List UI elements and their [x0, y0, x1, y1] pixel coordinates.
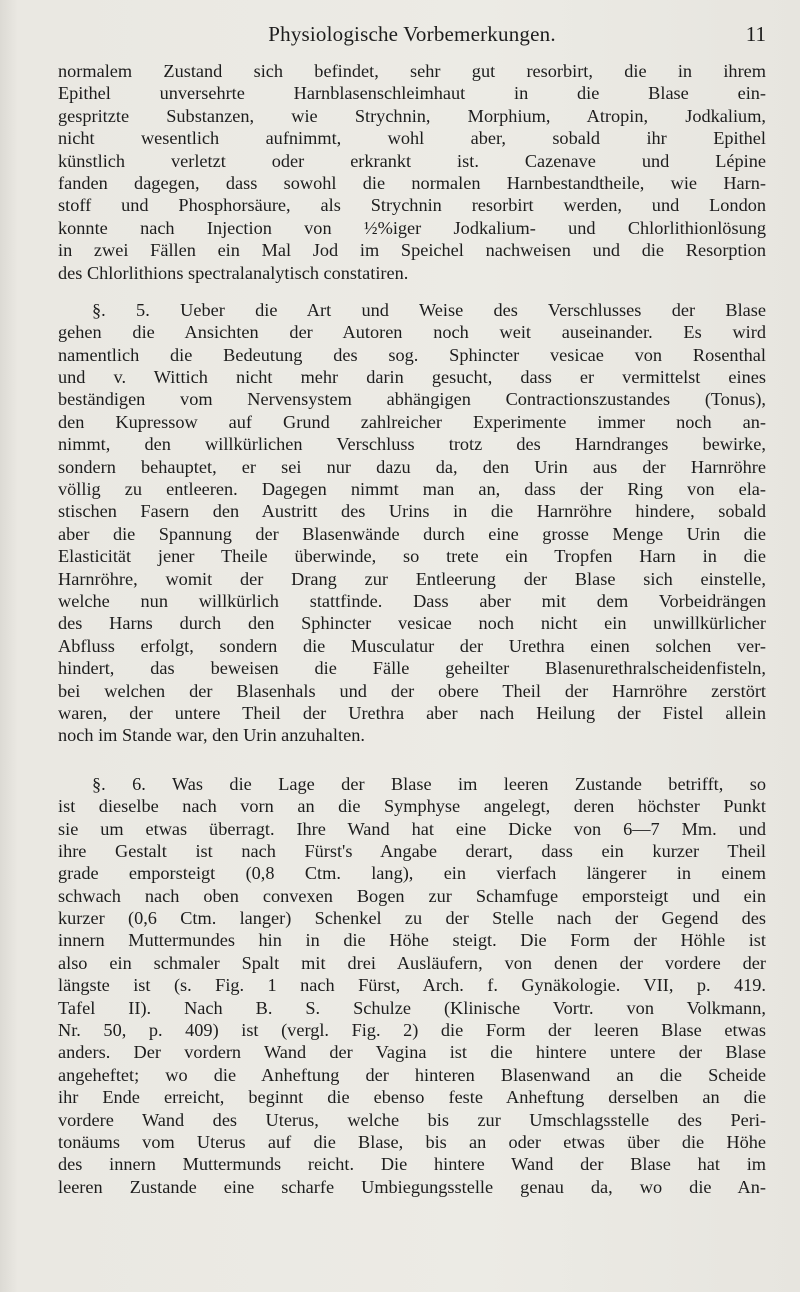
text-line: gespritzte Substanzen, wie Strychnin, Morphium, Atropin, Jodkalium,: [58, 105, 766, 126]
text-line: angeheftet; wo die Anheftung der hinteren Blasenwand an die Scheide: [58, 1064, 766, 1085]
text-line: künstlich verletzt oder erkrankt ist. Cazenave und Lépine: [58, 150, 766, 171]
text-line: des innern Muttermunds reicht. Die hintere Wand der Blase hat im: [58, 1154, 766, 1175]
text-line: beständigen vom Nervensystem abhängigen Contractionszustandes (Tonus),: [58, 389, 766, 410]
text-line: leeren Zustande eine scharfe Umbiegungsstelle genau da, wo die An-: [58, 1176, 766, 1197]
text-line: konnte nach Injection von ½%iger Jodkalium- und Chlorlithionlösung: [58, 217, 766, 238]
text-line: vordere Wand des Uterus, welche bis zur Umschlagsstelle des Peri-: [58, 1109, 766, 1130]
text-line: gehen die Ansichten der Autoren noch weit auseinander. Es wird: [58, 322, 766, 343]
text-line: und v. Wittich nicht mehr darin gesucht, dass er vermittelst eines: [58, 367, 766, 388]
text-line: Elasticität jener Theile überwinde, so trete ein Tropfen Harn in die: [58, 546, 766, 567]
text-line: des Harns durch den Sphincter vesicae noch nicht ein unwillkürlicher: [58, 613, 766, 634]
text-line: in zwei Fällen ein Mal Jod im Speichel nachweisen und die Resorption: [58, 240, 766, 261]
text-line: ihre Gestalt ist nach Fürst's Angabe derart, dass ein kurzer Theil: [58, 840, 766, 861]
text-line: Harnröhre, womit der Drang zur Entleerung der Blase sich einstelle,: [58, 568, 766, 589]
text-line: kurzer (0,6 Ctm. langer) Schenkel zu der Stelle nach der Gegend des: [58, 908, 766, 929]
text-line: ihr Ende erreicht, beginnt die ebenso feste Anheftung derselben an die: [58, 1087, 766, 1108]
paragraph-spacer: [58, 747, 766, 773]
text-line: nimmt, den willkürlichen Verschluss trotz des Harndranges bewirke,: [58, 434, 766, 455]
text-line: schwach nach oben convexen Bogen zur Schamfuge emporsteigt und ein: [58, 885, 766, 906]
text-line: längste ist (s. Fig. 1 nach Fürst, Arch. f. Gynäkologie. VII, p. 419.: [58, 975, 766, 996]
text-line: §. 6. Was die Lage der Blase im leeren Zustande betrifft, so: [92, 773, 766, 794]
text-line: normalem Zustand sich befindet, sehr gut resorbirt, die in ihrem: [58, 61, 766, 81]
text-line: innern Muttermundes hin in die Höhe steigt. Die Form der Höhle ist: [58, 930, 766, 951]
text-line: Nr. 50, p. 409) ist (vergl. Fig. 2) die Form der leeren Blase etwas: [58, 1020, 766, 1041]
text-line: grade emporsteigt (0,8 Ctm. lang), ein vierfach längerer in einem: [58, 863, 766, 884]
text-line: sondern behauptet, er sei nur dazu da, den Urin aus der Harnröhre: [58, 456, 766, 477]
text-line: fanden dagegen, dass sowohl die normalen Harnbestandtheile, wie Harn-: [58, 172, 766, 193]
text-line: §. 5. Ueber die Art und Weise des Verschlusses der Blase: [92, 299, 766, 320]
text-line: tonäums vom Uterus auf die Blase, bis an oder etwas über die Höhe: [58, 1131, 766, 1152]
text-line: nicht wesentlich aufnimmt, wohl aber, sobald ihr Epithel: [58, 128, 766, 149]
body-text: [58, 60, 766, 1198]
text-line: Tafel II). Nach B. S. Schulze (Klinische Vortr. von Volkmann,: [58, 997, 766, 1018]
text-line: sie um etwas überragt. Ihre Wand hat eine Dicke von 6—7 Mm. und: [58, 818, 766, 839]
paragraph: [58, 773, 766, 1198]
text-line: waren, der untere Theil der Urethra aber nach Heilung der Fistel allein: [58, 702, 766, 723]
text-line: namentlich die Bedeutung des sog. Sphincter vesicae von Rosenthal: [58, 344, 766, 365]
page-number: 11: [745, 22, 766, 46]
text-line: Epithel unversehrte Harnblasenschleimhaut in die Blase ein-: [58, 83, 766, 104]
text-line: welche nun willkürlich stattfinde. Dass aber mit dem Vorbeidrängen: [58, 590, 766, 611]
paragraph: [58, 60, 766, 284]
paragraph-spacer: [58, 284, 766, 299]
text-line: stoff und Phosphorsäure, als Strychnin resorbirt werden, und London: [58, 195, 766, 216]
text-line: des Chlorlithions spectralanalytisch constatiren.: [58, 262, 409, 283]
text-line: anders. Der vordern Wand der Vagina ist die hintere untere der Blase: [58, 1042, 766, 1063]
text-line: den Kupressow auf Grund zahlreicher Experimente immer noch an-: [58, 411, 766, 432]
paragraph: [58, 299, 766, 747]
text-line: ist dieselbe nach vorn an die Symphyse angelegt, deren höchster Punkt: [58, 796, 766, 817]
running-head: Physiologische Vorbemerkungen.: [268, 22, 556, 46]
text-line: noch im Stande war, den Urin anzuhalten.: [58, 725, 365, 746]
text-line: also ein schmaler Spalt mit drei Ausläufern, von denen der vordere der: [58, 952, 766, 973]
text-line: Abfluss erfolgt, sondern die Musculatur der Urethra einen solchen ver-: [58, 635, 766, 656]
text-line: hindert, das beweisen die Fälle geheilter Blasenurethralscheidenfisteln,: [58, 658, 766, 679]
text-line: völlig zu entleeren. Dagegen nimmt man an, dass der Ring von ela-: [58, 479, 766, 500]
text-line: stischen Fasern den Austritt des Urins in die Harnröhre hindere, sobald: [58, 501, 766, 522]
text-line: bei welchen der Blasenhals und der obere Theil der Harnröhre zerstört: [58, 680, 766, 701]
page-header: [58, 22, 766, 52]
text-line: aber die Spannung der Blasenwände durch eine grosse Menge Urin die: [58, 523, 766, 544]
